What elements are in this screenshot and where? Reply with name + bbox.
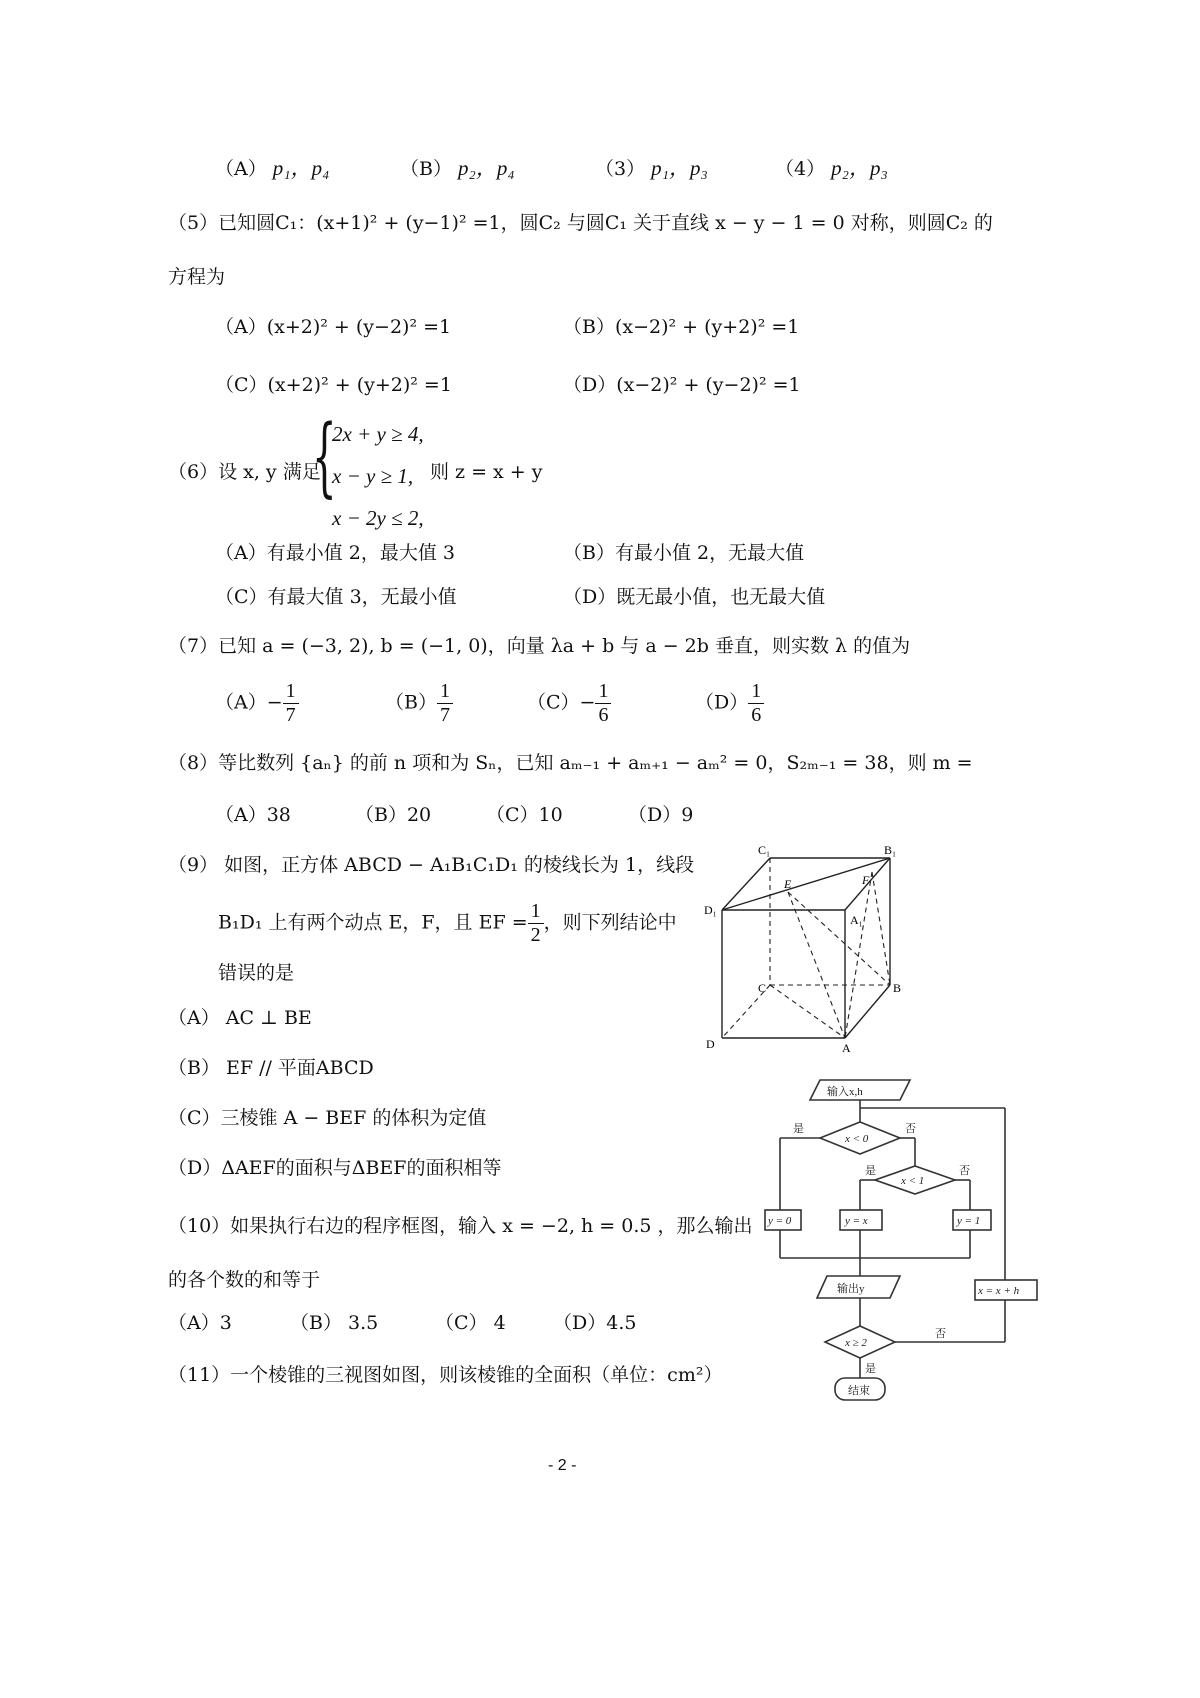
q10-stem-line2: 的各个数的和等于 xyxy=(168,1269,321,1291)
q4-option-c: （3） p₁，p₃ xyxy=(595,156,708,180)
q6-option-b: （B）有最小值 2，无最大值 xyxy=(563,542,805,564)
q8-option-a: （A）38 xyxy=(215,804,291,826)
flow-no1: 否 xyxy=(905,1123,916,1135)
flow-update-text: x = x + h xyxy=(978,1285,1020,1297)
flow-input-text: 输入x,h xyxy=(827,1086,863,1098)
vertex-d1: D₁ xyxy=(704,903,717,917)
flow-yes1: 是 xyxy=(793,1123,804,1135)
q8-option-c: （C）10 xyxy=(486,804,563,826)
q6-option-c: （C）有最大值 3，无最小值 xyxy=(215,586,457,608)
q5-stem-line1: （5）已知圆C₁：(x+1)² + (y−1)² =1，圆C₂ 与圆C₁ 关于直线 x − y − 1 = 0 对称，则圆C₂ 的 xyxy=(168,212,993,234)
q5-option-b: （B）(x−2)² + (y+2)² =1 xyxy=(563,316,800,338)
q6-prefix: （6）设 x, y 满足 xyxy=(168,461,321,483)
flow-no2: 否 xyxy=(959,1165,970,1177)
flow-end-text: 结束 xyxy=(848,1385,870,1397)
vertex-b: B xyxy=(893,981,902,995)
q7-stem: （7）已知 a = (−3, 2), b = (−1, 0)，向量 λa + b 与 a − 2b 垂直，则实数 λ 的值为 xyxy=(168,635,911,657)
flow-no3: 否 xyxy=(935,1328,946,1340)
q7-option-b: （B） $\frac{1}{7}$ xyxy=(385,680,453,727)
vertex-c1: C₁ xyxy=(758,843,771,857)
q9-option-d: （D）ΔAEF的面积与ΔBEF的面积相等 xyxy=(168,1157,502,1179)
flow-yx-text: y = x xyxy=(845,1215,868,1227)
flow-y1-text: y = 1 xyxy=(957,1215,981,1227)
q9-stem-line2: B₁D₁ 上有两个动点 E，F，且 EF = $\frac{1}{2}$ ，则下列结论中 xyxy=(218,900,677,946)
q10-option-b: （B） 3.5 xyxy=(290,1312,379,1334)
q7-option-d: （D） $\frac{1}{6}$ xyxy=(695,680,764,727)
vertex-d: D xyxy=(706,1037,715,1051)
flow-cond1-text: x < 0 xyxy=(845,1133,869,1145)
q11-stem: （11）一个棱锥的三视图如图，则该棱锥的全面积（单位：cm²） xyxy=(168,1364,723,1386)
q8-option-d: （D）9 xyxy=(628,804,694,826)
point-f: F xyxy=(862,873,870,887)
q6-brace: { xyxy=(312,407,337,507)
flow-cond3-text: x ≥ 2 xyxy=(845,1337,867,1349)
q9-stem-line3: 错误的是 xyxy=(218,962,295,984)
q6-suffix: 则 z = x + y xyxy=(430,461,543,483)
q5-stem-line2: 方程为 xyxy=(168,266,226,288)
q5-option-c: （C）(x+2)² + (y+2)² =1 xyxy=(215,374,452,396)
q9-option-a: （A） AC ⊥ BE xyxy=(168,1007,312,1029)
q9-option-b: （B） EF // 平面ABCD xyxy=(168,1057,374,1079)
q6-constraints xyxy=(332,422,424,548)
q10-option-d: （D）4.5 xyxy=(553,1312,637,1334)
q4-option-b: （B） p₂，p₄ xyxy=(400,156,515,180)
q9-option-c: （C）三棱锥 A − BEF 的体积为定值 xyxy=(168,1107,487,1129)
q5-option-d: （D）(x−2)² + (y−2)² =1 xyxy=(563,374,801,396)
cube-figure xyxy=(700,840,900,1055)
flow-yes2: 是 xyxy=(865,1165,876,1177)
q9-stem-line1: （9） 如图，正方体 ABCD − A₁B₁C₁D₁ 的棱线长为 1，线段 xyxy=(168,854,695,876)
flow-cond2-text: x < 1 xyxy=(901,1175,925,1187)
q6-option-d: （D）既无最小值，也无最大值 xyxy=(563,586,826,608)
q10-option-a: （A）3 xyxy=(168,1312,232,1334)
vertex-c: C xyxy=(758,981,767,995)
page-number: - 2 - xyxy=(548,1457,577,1474)
vertex-a: A xyxy=(842,1041,851,1055)
q6-constraint-3: x − 2y ≤ 2, xyxy=(332,506,424,530)
flow-yes3: 是 xyxy=(865,1363,876,1375)
q8-option-b: （B）20 xyxy=(355,804,432,826)
q10-option-c: （C） 4 xyxy=(435,1312,506,1334)
q6-constraint-2: x − y ≥ 1, xyxy=(332,464,414,488)
q7-option-a: （A）− $\frac{1}{7}$ xyxy=(215,680,299,727)
vertex-b1: B₁ xyxy=(884,843,897,857)
flow-y0-text: y = 0 xyxy=(768,1215,792,1227)
q4-option-d: （4） p₂，p₃ xyxy=(775,156,888,180)
q10-stem-line1: （10）如果执行右边的程序框图，输入 x = −2, h = 0.5 ，那么输出 xyxy=(168,1215,753,1237)
q6-option-a: （A）有最小值 2，最大值 3 xyxy=(215,542,455,564)
vertex-a1: A₁ xyxy=(850,913,863,927)
flow-output-text: 输出y xyxy=(837,1283,865,1295)
q6-constraint-1: 2x + y ≥ 4, xyxy=(332,422,424,446)
q4-option-a: （A） p₁，p₄ xyxy=(215,156,330,180)
point-e: E xyxy=(784,877,792,891)
flowchart-figure xyxy=(765,1058,1045,1418)
q5-option-a: （A）(x+2)² + (y−2)² =1 xyxy=(215,316,452,338)
q7-option-c: （C）− $\frac{1}{6}$ xyxy=(527,680,611,727)
q8-stem: （8）等比数列 {aₙ} 的前 n 项和为 Sₙ，已知 aₘ₋₁ + aₘ₊₁ − aₘ² = 0，S₂ₘ₋₁ = 38，则 m = xyxy=(168,752,973,774)
